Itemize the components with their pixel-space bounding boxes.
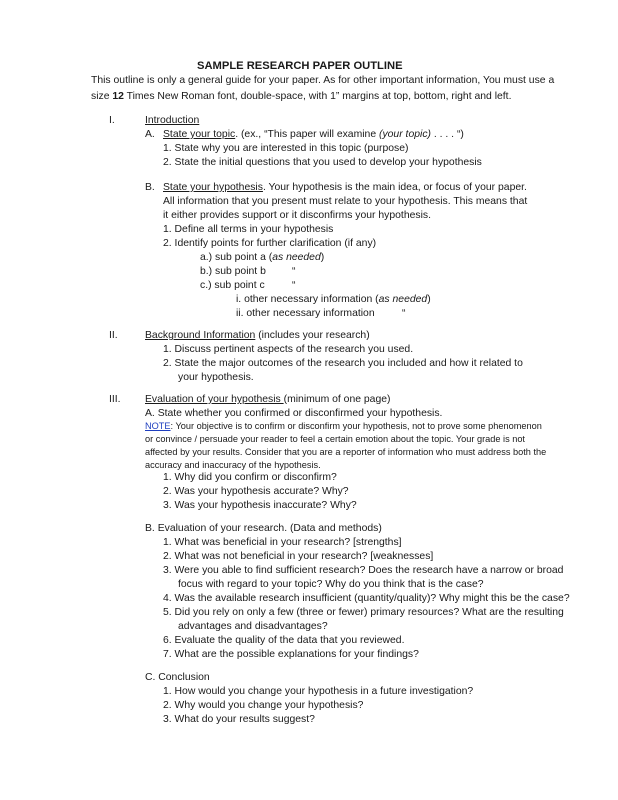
sub-point-a-text: a.) sub point a ( [200, 252, 273, 263]
list-item: 2. Identify points for further clarification (if any) [163, 238, 377, 249]
section-3a: A. State whether you confirmed or disconfirmed your hypothesis. [145, 408, 443, 419]
section-3-rest: (minimum of one page) [283, 394, 391, 405]
section-1b-heading: State your hypothesis [163, 182, 263, 193]
list-item: 1. State why you are interested in this topic (purpose) [163, 143, 409, 154]
section-1a-letter: A. [145, 129, 155, 140]
intro-line-1: This outline is only a general guide for your paper. As for other important information, You must use a [91, 75, 555, 86]
note-line-3: affected by your results. Consider that you are a reporter of information who must address both the [145, 447, 547, 457]
sub-point-b: b.) sub point b [200, 266, 266, 277]
section-2-numeral: II. [109, 330, 118, 341]
list-item: 1. How would you change your hypothesis in a future investigation? [163, 686, 474, 697]
list-item-continued: focus with regard to your topic? Why do you think that is the case? [178, 579, 484, 590]
section-1b-line-2: All information that you present must relate to your hypothesis. This means that [163, 196, 528, 207]
section-1-heading: Introduction [145, 115, 200, 126]
intro-line-2-c: Times New Roman font, double-space, with 1” margins at top, bottom, right and left. [123, 91, 512, 102]
list-item: 1. Why did you confirm or disconfirm? [163, 472, 337, 483]
intro-line-2-a: size [91, 91, 113, 102]
list-item: 3. Was your hypothesis inaccurate? Why? [163, 500, 357, 511]
list-item: 1. Define all terms in your hypothesis [163, 224, 334, 235]
note-line-1 [145, 420, 542, 433]
section-1b-line [163, 181, 527, 194]
section-2-rest: (includes your research) [255, 330, 370, 341]
list-item: 7. What are the possible explanations for your findings? [163, 649, 419, 660]
note-text: : Your objective is to confirm or disconfirm your hypothesis, not to prove some phenomenon [170, 421, 542, 431]
sub-point-i [236, 293, 431, 306]
section-3-line [145, 393, 390, 406]
sub-point-i-italic: as needed [378, 294, 428, 305]
list-item: 2. Was your hypothesis accurate? Why? [163, 486, 349, 497]
list-item: 1. What was beneficial in your research? [strengths] [163, 537, 402, 548]
section-3b: B. Evaluation of your research. (Data and methods) [145, 523, 382, 534]
list-item: 4. Was the available research insufficient (quantity/quality)? Why might this be the case? [163, 593, 570, 604]
section-1-numeral: I. [109, 115, 115, 126]
ditto-mark: “ [292, 280, 296, 291]
page-title: SAMPLE RESEARCH PAPER OUTLINE [197, 60, 403, 72]
sub-point-ii: ii. other necessary information [236, 308, 375, 319]
section-1a-heading: State your topic [163, 129, 236, 140]
note-label: NOTE [145, 421, 171, 431]
list-item: 6. Evaluate the quality of the data that you reviewed. [163, 635, 405, 646]
sub-point-a-italic: as needed [272, 252, 321, 263]
section-1b-letter: B. [145, 182, 155, 193]
ditto-mark: “ [402, 308, 406, 319]
list-item: 3. Were you able to find sufficient research? Does the research have a narrow or broad [163, 565, 564, 576]
list-item: 5. Did you rely on only a few (three or fewer) primary resources? What are the resulting [163, 607, 564, 618]
section-2-heading: Background Information [145, 330, 256, 341]
sub-point-a [200, 251, 324, 264]
list-item: 2. State the initial questions that you used to develop your hypothesis [163, 157, 482, 168]
note-line-2: or convince / persuade your reader to feel a certain emotion about the topic. Your grade is not [145, 434, 525, 444]
list-item-continued: advantages and disadvantages? [178, 621, 328, 632]
sub-point-i-text: i. other necessary information ( [236, 294, 379, 305]
section-1a-italic: (your topic) [379, 129, 431, 140]
list-item-continued: your hypothesis. [178, 372, 254, 383]
sub-point-i-end: ) [427, 294, 431, 305]
section-3-numeral: III. [109, 394, 121, 405]
section-1b-rest: . Your hypothesis is the main idea, or focus of your paper. [262, 182, 527, 193]
section-1a-rest: . (ex., “This paper will examine [235, 129, 379, 140]
section-1a-end: . . . . “) [430, 129, 464, 140]
section-1a-line [163, 128, 464, 141]
list-item: 2. Why would you change your hypothesis? [163, 700, 364, 711]
section-3-heading: Evaluation of your hypothesis [145, 394, 284, 405]
sub-point-c: c.) sub point c [200, 280, 265, 291]
sub-point-a-end: ) [320, 252, 325, 263]
section-1b-line-3: it either provides support or it disconfirms your hypothesis. [163, 210, 431, 221]
list-item: 1. Discuss pertinent aspects of the research you used. [163, 344, 414, 355]
list-item: 2. What was not beneficial in your research? [weaknesses] [163, 551, 434, 562]
list-item: 3. What do your results suggest? [163, 714, 315, 725]
intro-font-size: 12 [112, 91, 124, 102]
section-3c: C. Conclusion [145, 672, 210, 683]
section-2-line [145, 329, 370, 342]
note-line-4: accuracy and inaccuracy of the hypothesis. [145, 460, 321, 470]
intro-line-2 [91, 90, 511, 103]
ditto-mark: “ [292, 266, 296, 277]
list-item: 2. State the major outcomes of the research you included and how it related to [163, 358, 523, 369]
